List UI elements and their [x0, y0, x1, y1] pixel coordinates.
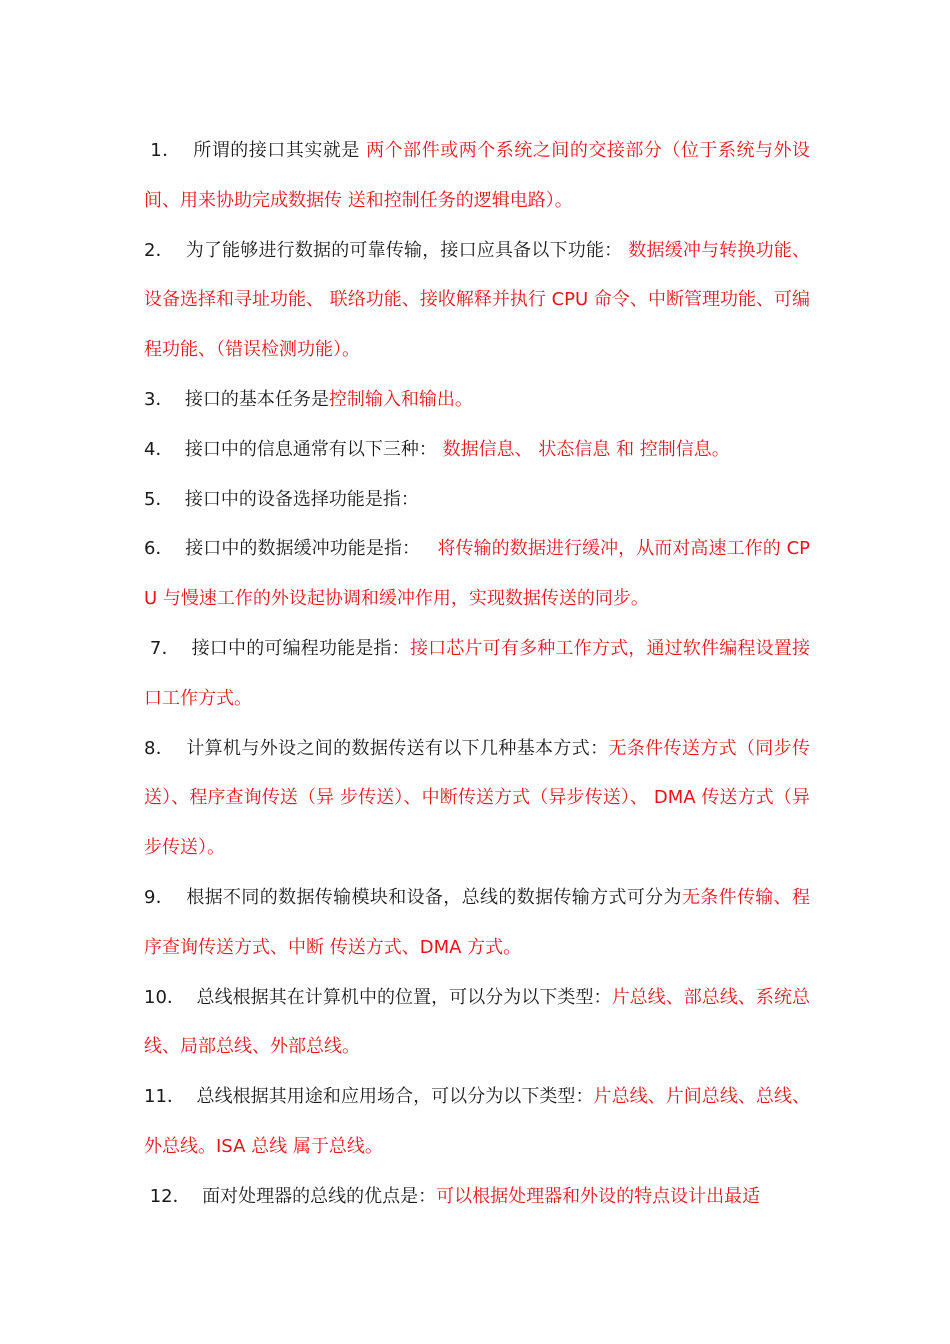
item-lead-text: 接口中的信息通常有以下三种： [184, 438, 437, 460]
item-number: 4． [144, 438, 174, 460]
item-lead-text: 总线根据其在计算机中的位置，可以分为以下类型： [196, 986, 612, 1008]
list-item [144, 1172, 810, 1222]
list-item [144, 624, 810, 724]
item-number: 6． [144, 538, 174, 560]
list-item [144, 126, 810, 226]
item-answer-text: 将传输的数据进行缓冲，从而对高速工作的 CPU 与慢速工作的外设起协调和缓冲作用，实现数据传送的同步。 [144, 538, 810, 610]
item-lead-text: 为了能够进行数据的可靠传输，接口应具备以下功能： [185, 239, 623, 261]
item-number: 8． [144, 737, 175, 759]
item-answer-text: 片总线、片间总线、总线、外总线。ISA 总线 属于总线。 [144, 1086, 811, 1157]
item-number: 3． [144, 388, 174, 410]
list-item [144, 1072, 810, 1172]
item-answer-text: 无条件传输、程序查询传送方式、中断 传送方式、DMA 方式。 [144, 886, 811, 958]
item-number: 10． [144, 986, 185, 1008]
item-lead-text: 接口中的设备选择功能是指： [184, 488, 419, 510]
item-answer-text: 数据缓冲与转换功能、设备选择和寻址功能、 联络功能、接收解释并执行 CPU 命令、中断管理功能、可编程功能、（错误检测功能）。 [144, 239, 811, 361]
item-number: 11． [144, 1086, 185, 1108]
item-number: 9． [144, 886, 175, 908]
list-item [144, 475, 810, 525]
list-item [144, 375, 810, 425]
list-item [144, 973, 810, 1073]
item-lead-text: 总线根据其用途和应用场合，可以分为以下类型： [196, 1086, 594, 1108]
item-lead-text: 计算机与外设之间的数据传送有以下几种基本方式： [186, 737, 609, 759]
item-answer-text: 接口芯片可有多种工作方式，通过软件编程设置接口工作方式。 [144, 637, 811, 709]
item-number: 2． [144, 239, 174, 261]
item-answer-text: 无条件传送方式（同步传送）、程序查询传送（异 步传送）、中断传送方式（异步传送）、 DMA 传送方式（异步传送）。 [144, 737, 811, 859]
item-lead-text: 接口中的可编程功能是指： [191, 637, 410, 659]
list-item [144, 724, 810, 873]
item-number: 1． [150, 140, 181, 161]
document-body [144, 126, 810, 1222]
item-lead-text: 接口的基本任务是 [184, 388, 329, 410]
item-number: 5． [144, 488, 174, 510]
item-lead-text: 面对处理器的总线的优点是： [202, 1185, 437, 1207]
list-item [144, 873, 810, 973]
item-answer-text: 数据信息、 状态信息 和 控制信息。 [442, 438, 730, 460]
list-item [144, 226, 810, 375]
list-item [144, 425, 810, 475]
item-answer-text: 两个部件或两个系统之间的交接部分（位于系统与外设间、用来协助完成数据传 送和控制任务的逻辑电路）。 [144, 140, 811, 211]
item-lead-text: 接口中的数据缓冲功能是指： [185, 538, 421, 560]
item-lead-text: 根据不同的数据传输模块和设备，总线的数据传输方式可分为 [186, 886, 682, 908]
item-number: 12． [149, 1185, 191, 1207]
list-item [144, 524, 810, 624]
item-number: 7． [149, 637, 180, 659]
item-answer-text: 可以根据处理器和外设的特点设计出最适 [436, 1185, 761, 1207]
item-answer-text: 控制输入和输出。 [328, 388, 473, 410]
item-lead-text: 所谓的接口其实就是 [193, 140, 360, 161]
item-answer-text: 片总线、部总线、系统总线、局部总线、外部总线。 [144, 986, 811, 1058]
